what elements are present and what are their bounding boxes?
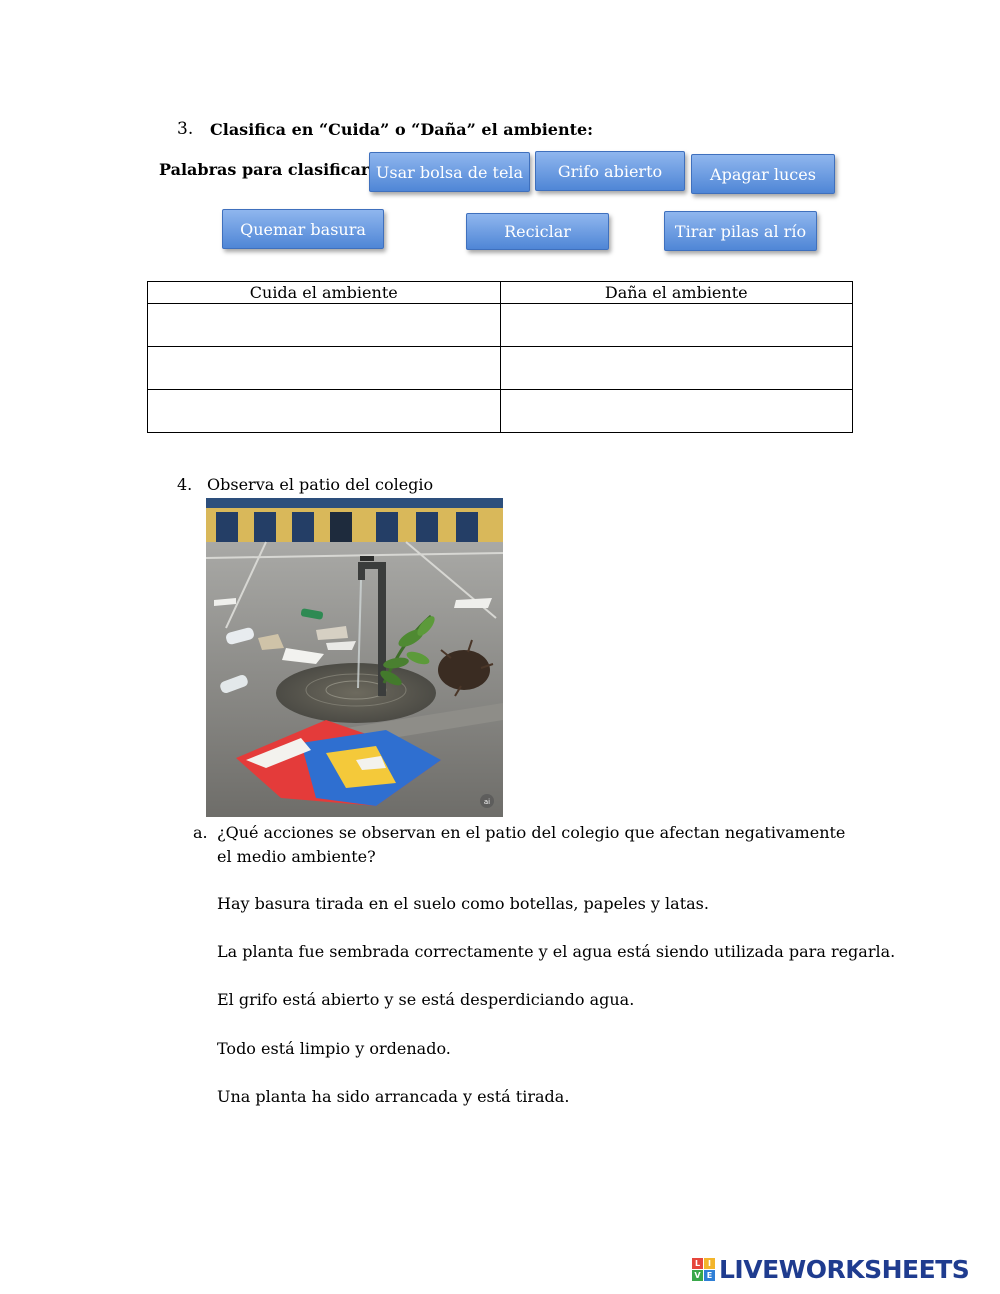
question-4a-letter: a. [193,823,208,842]
drop-zone-cuida-1[interactable] [148,304,501,347]
drop-zone-dana-2[interactable] [500,347,853,390]
word-chip-usar-bolsa-de-tela[interactable]: Usar bolsa de tela [369,152,530,192]
logo-tile-i: I [704,1258,715,1269]
words-label [159,160,375,179]
question-3-number: 3. [177,119,194,139]
drop-zone-dana-1[interactable] [500,304,853,347]
drop-zone-dana-3[interactable] [500,390,853,433]
answer-option-grifo[interactable]: El grifo está abierto y se está desperdiciando agua. [217,990,635,1009]
question-4-heading [177,475,433,494]
logo-tile-e: E [704,1270,715,1281]
liveworksheets-logo [692,1255,969,1283]
schoolyard-illustration [206,498,503,817]
answer-option-basura[interactable]: Hay basura tirada en el suelo como botellas, papeles y latas. [217,894,709,913]
drop-zone-cuida-2[interactable] [148,347,501,390]
table-row [148,347,853,390]
word-chip-tirar-pilas-al-rio[interactable]: Tirar pilas al río [664,211,817,251]
classification-table [147,281,853,433]
table-row [148,304,853,347]
words-label-text: Palabras para clasificar [159,160,370,179]
question-4-title: Observa el patio del colegio [207,475,434,494]
header-cuida: Cuida el ambiente [148,282,501,304]
logo-tiles [692,1258,715,1281]
word-chip-quemar-basura[interactable]: Quemar basura [222,209,384,249]
answer-option-limpio[interactable]: Todo está limpio y ordenado. [217,1039,451,1058]
answer-option-planta-sembrada[interactable]: La planta fue sembrada correctamente y el agua está siendo utilizada para regarla. [217,942,896,961]
ai-badge: ai [483,798,491,806]
question-3-title: Clasifica en “Cuida” o “Daña” el ambiente: [210,120,594,139]
word-chip-reciclar[interactable]: Reciclar [466,213,609,250]
word-chip-apagar-luces[interactable]: Apagar luces [691,154,835,194]
header-dana: Daña el ambiente [500,282,853,304]
table-row [148,390,853,433]
question-4-number: 4. [177,475,193,494]
logo-tile-v: V [692,1270,703,1281]
logo-tile-l: L [692,1258,703,1269]
question-4a [193,821,853,869]
logo-wordmark: LIVEWORKSHEETS [719,1254,970,1284]
question-4a-text: ¿Qué acciones se observan en el patio del colegio que afectan negativamente el medio ambiente? [217,823,846,866]
schoolyard-photo [206,498,503,817]
drop-zone-cuida-3[interactable] [148,390,501,433]
word-chip-grifo-abierto[interactable]: Grifo abierto [535,151,685,191]
answer-option-planta-arrancada[interactable]: Una planta ha sido arrancada y está tirada. [217,1087,570,1106]
